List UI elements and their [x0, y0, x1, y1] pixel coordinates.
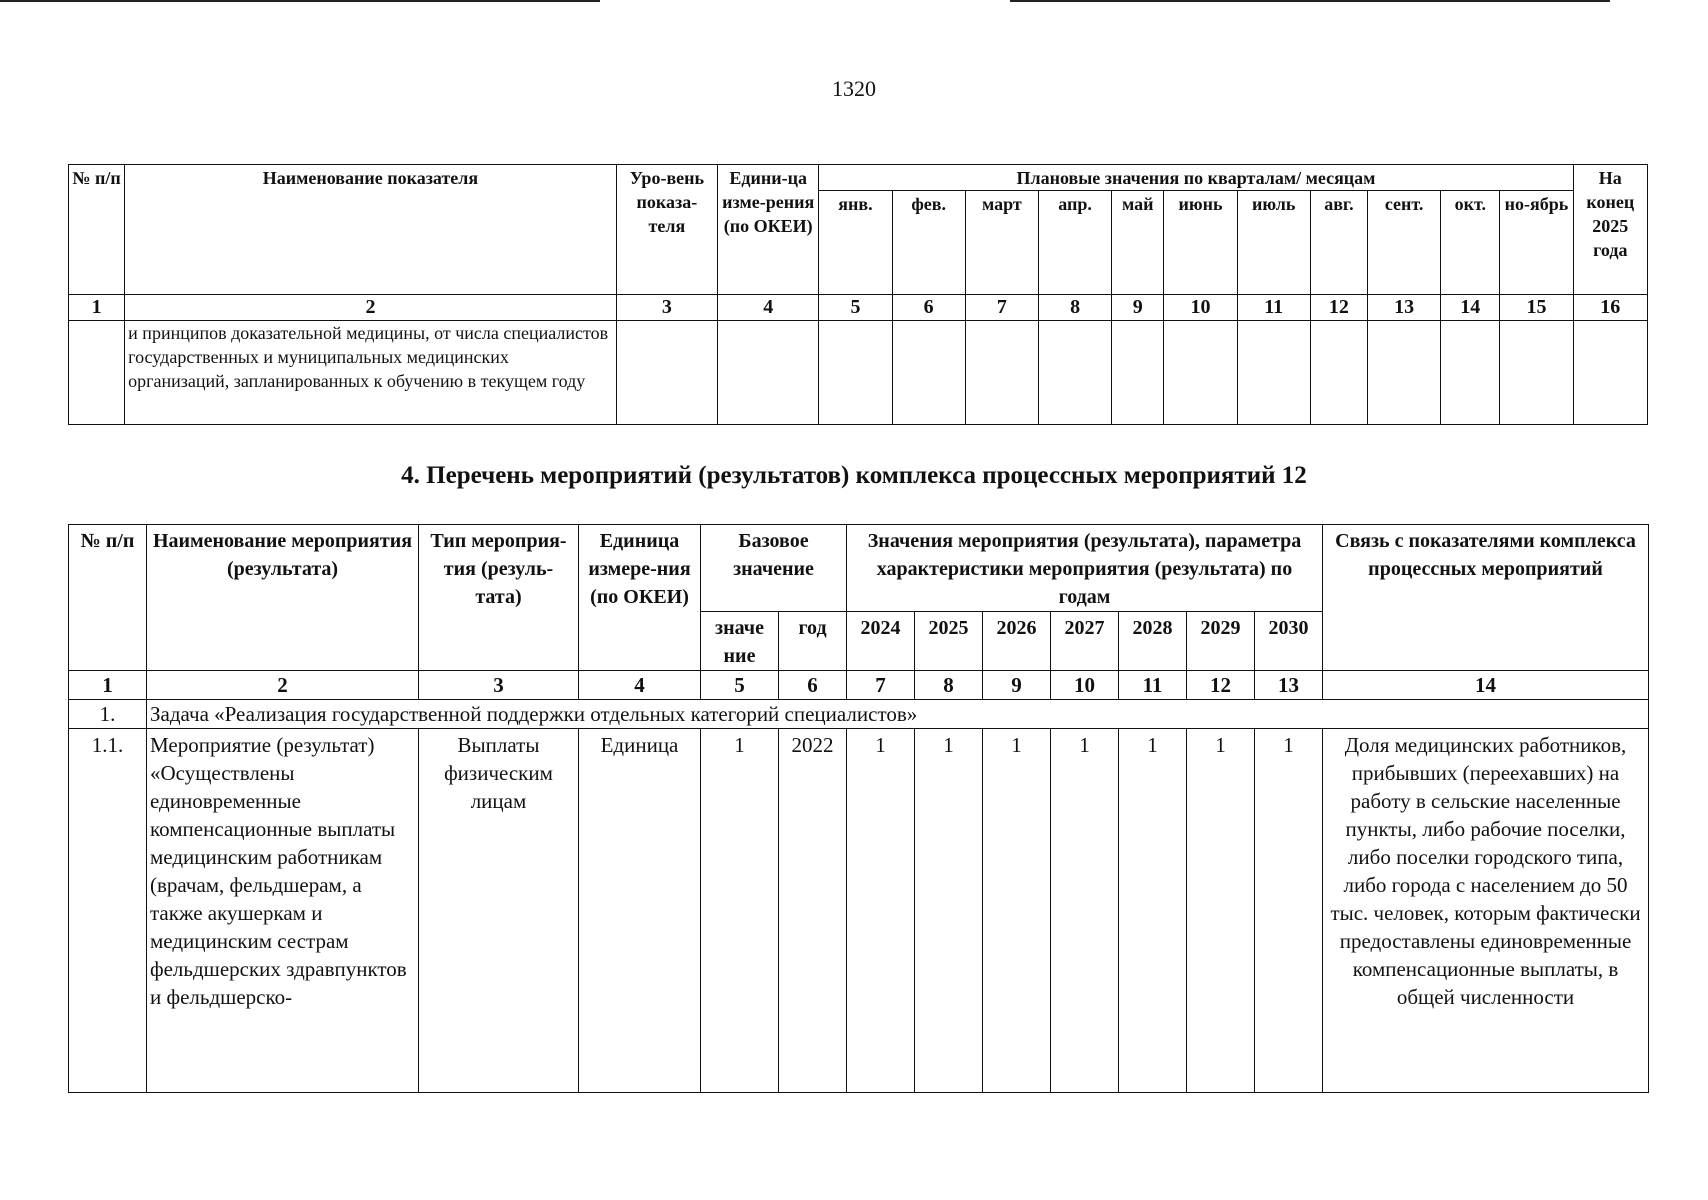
t2-year: 2030 — [1255, 612, 1323, 671]
measure-link-indicator: Доля медицинских работников, прибывших (переехавших) на работу в сельские населенные пункты, либо рабочие поселки, либо поселки городского типа, либо города с населением до 50 тыс. человек, которым фактически предоставлены единовременные компенсационные выплаты, в общей численности — [1323, 729, 1649, 1093]
measure-name: Мероприятие (результат) «Осуществлены единовременные компенсационные выплаты медицинским работникам (врачам, фельдшерам, а также акушеркам и медицинским сестрам фельдшерских здравпунктов и фельдшерско- — [147, 729, 419, 1093]
t1-cell-empty — [1039, 321, 1112, 425]
t2-colnum: 7 — [847, 671, 915, 700]
t1-colnum: 14 — [1441, 295, 1500, 321]
measure-year-value: 1 — [1119, 729, 1187, 1093]
t2-colnum: 11 — [1119, 671, 1187, 700]
t1-colnum: 15 — [1500, 295, 1573, 321]
t2-colnum: 12 — [1187, 671, 1255, 700]
t2-year: 2027 — [1051, 612, 1119, 671]
t1-month: но-ябрь — [1500, 191, 1573, 295]
t1-cell-empty — [1500, 321, 1573, 425]
measure-base-value: 1 — [701, 729, 779, 1093]
t1-cell-empty — [1237, 321, 1310, 425]
t1-colnum: 9 — [1112, 295, 1164, 321]
t1-month: май — [1112, 191, 1164, 295]
indicators-table — [68, 164, 1648, 425]
t1-cell-empty — [1112, 321, 1164, 425]
t1-colnum: 2 — [125, 295, 617, 321]
t1-month: фев. — [892, 191, 965, 295]
t1-header-unit: Едини-ца изме-рения (по ОКЕИ) — [718, 165, 819, 295]
t1-month: сент. — [1367, 191, 1440, 295]
t2-year: 2028 — [1119, 612, 1187, 671]
t1-cell-empty — [819, 321, 892, 425]
t1-colnum: 12 — [1310, 295, 1367, 321]
t1-month: июнь — [1164, 191, 1237, 295]
t2-header-values: Значения мероприятия (результата), параметра характеристики мероприятия (результата) по годам — [847, 525, 1323, 612]
t2-year: 2024 — [847, 612, 915, 671]
t1-header-level: Уро-вень показа-теля — [616, 165, 717, 295]
measure-year-value: 1 — [915, 729, 983, 1093]
t1-colnum: 6 — [892, 295, 965, 321]
t2-year: 2026 — [983, 612, 1051, 671]
t1-cell-empty — [69, 321, 125, 425]
t1-header-name: Наименование показателя — [125, 165, 617, 295]
t2-colnum: 8 — [915, 671, 983, 700]
measure-year-value: 1 — [1255, 729, 1323, 1093]
t2-header-name: Наименование мероприятия (результата) — [147, 525, 419, 671]
t1-month: апр. — [1039, 191, 1112, 295]
t2-colnum: 2 — [147, 671, 419, 700]
t1-header-end: На конец 2025 года — [1573, 165, 1647, 295]
t2-colnum: 10 — [1051, 671, 1119, 700]
t1-month: июль — [1237, 191, 1310, 295]
t2-header-link: Связь с показателями комплекса процессных мероприятий — [1323, 525, 1649, 671]
measures-table — [68, 524, 1649, 1093]
section-title: 4. Перечень мероприятий (результатов) комплекса процессных мероприятий 12 — [401, 462, 1307, 489]
t1-colnum: 11 — [1237, 295, 1310, 321]
t1-colnum: 5 — [819, 295, 892, 321]
t2-colnum: 1 — [69, 671, 147, 700]
t1-cell-empty — [1367, 321, 1440, 425]
t1-cell-empty — [718, 321, 819, 425]
t1-colnum: 8 — [1039, 295, 1112, 321]
t2-header-unit: Единица измере-ния (по ОКЕИ) — [579, 525, 701, 671]
t1-cell-empty — [1164, 321, 1237, 425]
page-number: 1320 — [832, 76, 876, 101]
measure-base-year: 2022 — [779, 729, 847, 1093]
t2-header-type: Тип мероприя-тия (резуль-тата) — [419, 525, 579, 671]
t1-cell-empty — [965, 321, 1038, 425]
t1-cell-empty — [616, 321, 717, 425]
t1-header-planned: Плановые значения по кварталам/ месяцам — [819, 165, 1573, 191]
task-text: Задача «Реализация государственной поддержки отдельных категорий специалистов» — [147, 700, 1649, 729]
t1-colnum: 7 — [965, 295, 1038, 321]
t2-header-base-value: значе ние — [701, 612, 779, 671]
measure-number: 1.1. — [69, 729, 147, 1093]
t2-header-base: Базовое значение — [701, 525, 847, 612]
t2-year: 2025 — [915, 612, 983, 671]
t2-header-base-year: год — [779, 612, 847, 671]
t1-month: март — [965, 191, 1038, 295]
measure-type: Выплаты физическим лицам — [419, 729, 579, 1093]
t2-year: 2029 — [1187, 612, 1255, 671]
measure-year-value: 1 — [847, 729, 915, 1093]
t1-colnum: 3 — [616, 295, 717, 321]
t2-colnum: 3 — [419, 671, 579, 700]
measure-year-value: 1 — [1187, 729, 1255, 1093]
t1-colnum: 10 — [1164, 295, 1237, 321]
top-scan-rule-left — [0, 0, 600, 2]
t1-cell-empty — [1310, 321, 1367, 425]
t1-cell-empty — [892, 321, 965, 425]
t2-colnum: 4 — [579, 671, 701, 700]
measure-year-value: 1 — [983, 729, 1051, 1093]
t1-cell-empty — [1441, 321, 1500, 425]
measure-unit: Единица — [579, 729, 701, 1093]
t2-colnum: 13 — [1255, 671, 1323, 700]
task-number: 1. — [69, 700, 147, 729]
top-scan-rule-right — [1010, 0, 1610, 2]
measure-year-value: 1 — [1051, 729, 1119, 1093]
t2-colnum: 5 — [701, 671, 779, 700]
t1-colnum: 16 — [1573, 295, 1647, 321]
t2-colnum: 6 — [779, 671, 847, 700]
t1-colnum: 1 — [69, 295, 125, 321]
t2-header-num: № п/п — [69, 525, 147, 671]
t1-month: янв. — [819, 191, 892, 295]
t1-month: окт. — [1441, 191, 1500, 295]
t2-colnum: 9 — [983, 671, 1051, 700]
t1-header-num: № п/п — [69, 165, 125, 295]
t1-indicator-name: и принципов доказательной медицины, от числа специалистов государственных и муниципальных медицинских организаций, запланированных к обучению в текущем году — [125, 321, 617, 425]
t2-colnum: 14 — [1323, 671, 1649, 700]
t1-cell-empty — [1573, 321, 1647, 425]
t1-colnum: 13 — [1367, 295, 1440, 321]
t1-month: авг. — [1310, 191, 1367, 295]
t1-colnum: 4 — [718, 295, 819, 321]
